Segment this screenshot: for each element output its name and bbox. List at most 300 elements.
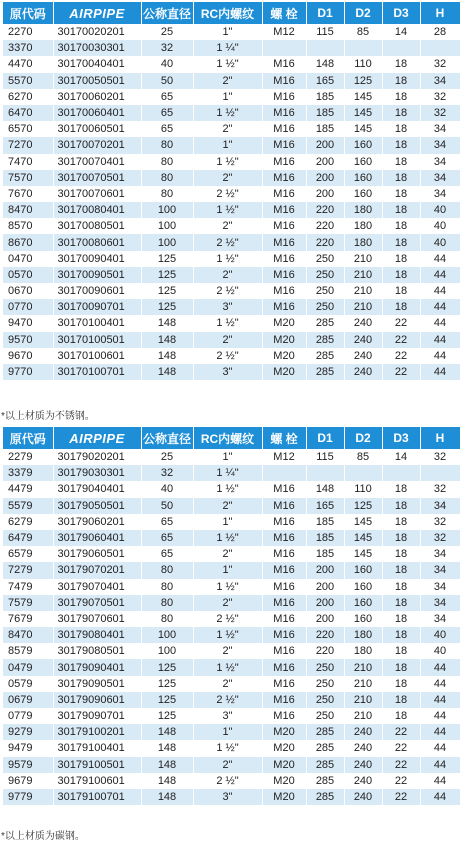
cell-airpipe-code: 30179100601	[53, 773, 141, 789]
cell-d3: 22	[382, 757, 420, 773]
spec-table-carbon-steel	[3, 427, 461, 805]
cell-airpipe-code: 30179020201	[53, 449, 141, 465]
cell-original-code: 8470	[3, 627, 53, 643]
table-row	[3, 546, 460, 562]
cell-airpipe-code: 30170100401	[53, 315, 141, 331]
cell-h: 40	[420, 627, 460, 643]
cell-d2: 145	[344, 105, 382, 121]
cell-d2: 210	[344, 659, 382, 675]
header-rc-thread: RC内螺纹	[193, 427, 262, 449]
cell-d3: 18	[382, 627, 420, 643]
cell-airpipe-code: 30170070201	[53, 137, 141, 153]
cell-airpipe-code: 30170070401	[53, 154, 141, 170]
cell-nominal-diameter: 125	[141, 283, 193, 299]
cell-d1: 250	[306, 676, 344, 692]
cell-nominal-diameter: 80	[141, 579, 193, 595]
table-header-row	[3, 2, 460, 24]
cell-d3: 22	[382, 724, 420, 740]
cell-rc-thread: 1 ½"	[193, 740, 262, 756]
cell-bolt: M16	[262, 56, 306, 72]
cell-original-code: 8579	[3, 643, 53, 659]
cell-original-code: 0670	[3, 283, 53, 299]
table-row	[3, 514, 460, 530]
cell-airpipe-code: 30179070201	[53, 562, 141, 578]
cell-original-code: 9479	[3, 740, 53, 756]
cell-original-code: 9670	[3, 348, 53, 364]
cell-d2: 125	[344, 73, 382, 89]
cell-bolt: M12	[262, 24, 306, 40]
cell-nominal-diameter: 32	[141, 40, 193, 56]
cell-rc-thread: 1"	[193, 449, 262, 465]
cell-airpipe-code: 30179090501	[53, 676, 141, 692]
cell-rc-thread: 3"	[193, 789, 262, 805]
cell-rc-thread: 2 ½"	[193, 283, 262, 299]
cell-bolt: M16	[262, 89, 306, 105]
cell-bolt: M16	[262, 218, 306, 234]
cell-nominal-diameter: 25	[141, 24, 193, 40]
cell-original-code: 6479	[3, 530, 53, 546]
cell-original-code: 0579	[3, 676, 53, 692]
cell-bolt: M16	[262, 562, 306, 578]
material-note-carbon-steel: *以上材质为碳钢。	[1, 831, 85, 842]
cell-original-code: 0470	[3, 251, 53, 267]
cell-bolt: M20	[262, 332, 306, 348]
cell-h: 44	[420, 708, 460, 724]
table-row	[3, 364, 460, 380]
cell-airpipe-code: 30179050501	[53, 498, 141, 514]
cell-d2: 210	[344, 283, 382, 299]
header-bolt: 螺 栓	[262, 2, 306, 24]
cell-bolt: M20	[262, 315, 306, 331]
cell-h: 44	[420, 676, 460, 692]
cell-d3: 22	[382, 315, 420, 331]
cell-d1: 220	[306, 627, 344, 643]
cell-d3: 18	[382, 595, 420, 611]
cell-bolt: M16	[262, 170, 306, 186]
cell-d1: 250	[306, 708, 344, 724]
cell-rc-thread: 1 ½"	[193, 659, 262, 675]
table-row	[3, 202, 460, 218]
cell-nominal-diameter: 125	[141, 251, 193, 267]
cell-d2: 240	[344, 773, 382, 789]
cell-d2: 240	[344, 348, 382, 364]
table-body	[3, 24, 460, 380]
cell-nominal-diameter: 148	[141, 724, 193, 740]
cell-d1: 285	[306, 773, 344, 789]
cell-d1: 115	[306, 24, 344, 40]
table-row	[3, 218, 460, 234]
cell-d3: 18	[382, 692, 420, 708]
table-row	[3, 105, 460, 121]
cell-d3	[382, 465, 420, 481]
cell-d3: 18	[382, 137, 420, 153]
cell-nominal-diameter: 100	[141, 218, 193, 234]
table-row	[3, 757, 460, 773]
cell-d3: 22	[382, 740, 420, 756]
cell-d3: 18	[382, 154, 420, 170]
cell-d1: 185	[306, 530, 344, 546]
cell-d2: 180	[344, 643, 382, 659]
cell-bolt: M20	[262, 724, 306, 740]
cell-airpipe-code: 30179080501	[53, 643, 141, 659]
table-row	[3, 234, 460, 250]
cell-nominal-diameter: 80	[141, 154, 193, 170]
cell-d2: 210	[344, 251, 382, 267]
table-row	[3, 251, 460, 267]
cell-d2: 180	[344, 234, 382, 250]
table-row	[3, 708, 460, 724]
cell-d2: 160	[344, 186, 382, 202]
cell-rc-thread: 1"	[193, 562, 262, 578]
cell-nominal-diameter: 148	[141, 315, 193, 331]
cell-bolt: M16	[262, 186, 306, 202]
cell-bolt: M16	[262, 154, 306, 170]
header-nominal-diameter: 公称直径	[141, 2, 193, 24]
cell-rc-thread: 2"	[193, 676, 262, 692]
cell-bolt: M20	[262, 348, 306, 364]
cell-airpipe-code: 30179080401	[53, 627, 141, 643]
table-row	[3, 40, 460, 56]
cell-d2	[344, 40, 382, 56]
cell-h: 44	[420, 348, 460, 364]
cell-nominal-diameter: 100	[141, 627, 193, 643]
header-h: H	[420, 427, 460, 449]
cell-rc-thread: 1"	[193, 89, 262, 105]
cell-h: 34	[420, 579, 460, 595]
cell-d2: 145	[344, 530, 382, 546]
cell-rc-thread: 2"	[193, 121, 262, 137]
cell-airpipe-code: 30170090401	[53, 251, 141, 267]
cell-nominal-diameter: 65	[141, 514, 193, 530]
cell-original-code: 5579	[3, 498, 53, 514]
cell-d1: 165	[306, 498, 344, 514]
cell-bolt: M16	[262, 530, 306, 546]
cell-bolt: M16	[262, 137, 306, 153]
cell-nominal-diameter: 100	[141, 202, 193, 218]
cell-original-code: 9679	[3, 773, 53, 789]
cell-h	[420, 40, 460, 56]
cell-h: 32	[420, 105, 460, 121]
cell-airpipe-code: 30170060401	[53, 105, 141, 121]
cell-original-code: 0679	[3, 692, 53, 708]
header-nominal-diameter: 公称直径	[141, 427, 193, 449]
cell-airpipe-code: 30179060401	[53, 530, 141, 546]
cell-d3: 18	[382, 530, 420, 546]
cell-airpipe-code: 30170080601	[53, 234, 141, 250]
cell-d1: 200	[306, 137, 344, 153]
cell-d1	[306, 40, 344, 56]
cell-nominal-diameter: 125	[141, 676, 193, 692]
cell-h: 44	[420, 251, 460, 267]
cell-original-code: 3379	[3, 465, 53, 481]
cell-original-code: 7670	[3, 186, 53, 202]
cell-bolt: M16	[262, 73, 306, 89]
table-row	[3, 498, 460, 514]
cell-original-code: 7679	[3, 611, 53, 627]
header-d2: D2	[344, 427, 382, 449]
cell-nominal-diameter: 50	[141, 73, 193, 89]
cell-d1: 250	[306, 251, 344, 267]
cell-nominal-diameter: 125	[141, 299, 193, 315]
cell-d2: 145	[344, 514, 382, 530]
cell-nominal-diameter: 65	[141, 530, 193, 546]
cell-d3: 18	[382, 299, 420, 315]
cell-d1: 220	[306, 218, 344, 234]
cell-bolt: M16	[262, 595, 306, 611]
cell-d2: 85	[344, 24, 382, 40]
cell-airpipe-code: 30170080501	[53, 218, 141, 234]
cell-d2: 160	[344, 137, 382, 153]
cell-airpipe-code: 30170070501	[53, 170, 141, 186]
cell-d1: 220	[306, 234, 344, 250]
cell-nominal-diameter: 125	[141, 267, 193, 283]
cell-nominal-diameter: 65	[141, 105, 193, 121]
cell-rc-thread: 2 ½"	[193, 186, 262, 202]
cell-d2	[344, 465, 382, 481]
cell-d2: 145	[344, 546, 382, 562]
cell-h: 34	[420, 73, 460, 89]
cell-bolt: M16	[262, 627, 306, 643]
cell-nominal-diameter: 148	[141, 332, 193, 348]
cell-h: 40	[420, 643, 460, 659]
cell-rc-thread: 1 ½"	[193, 56, 262, 72]
cell-d1: 185	[306, 514, 344, 530]
cell-h: 34	[420, 154, 460, 170]
cell-h: 44	[420, 315, 460, 331]
cell-d2: 210	[344, 708, 382, 724]
cell-h: 32	[420, 530, 460, 546]
cell-rc-thread: 2"	[193, 332, 262, 348]
spec-table-stainless	[3, 2, 461, 380]
table-row	[3, 562, 460, 578]
cell-nominal-diameter: 148	[141, 740, 193, 756]
cell-bolt: M20	[262, 740, 306, 756]
cell-h: 44	[420, 659, 460, 675]
cell-d1: 285	[306, 315, 344, 331]
cell-d1: 285	[306, 724, 344, 740]
cell-bolt: M20	[262, 789, 306, 805]
table-row	[3, 740, 460, 756]
cell-nominal-diameter: 32	[141, 465, 193, 481]
cell-d1: 185	[306, 546, 344, 562]
cell-d3: 18	[382, 218, 420, 234]
table-row	[3, 89, 460, 105]
table-row	[3, 481, 460, 497]
cell-bolt: M16	[262, 251, 306, 267]
cell-rc-thread: 1 ½"	[193, 579, 262, 595]
cell-h: 34	[420, 186, 460, 202]
cell-original-code: 8570	[3, 218, 53, 234]
cell-d3: 18	[382, 121, 420, 137]
cell-original-code: 9279	[3, 724, 53, 740]
cell-rc-thread: 1"	[193, 514, 262, 530]
cell-bolt: M16	[262, 234, 306, 250]
cell-bolt: M16	[262, 708, 306, 724]
header-original-code: 原代码	[3, 2, 53, 24]
cell-h: 32	[420, 56, 460, 72]
cell-d1: 285	[306, 332, 344, 348]
cell-original-code: 0779	[3, 708, 53, 724]
header-original-code: 原代码	[3, 427, 53, 449]
cell-airpipe-code: 30179100401	[53, 740, 141, 756]
cell-airpipe-code: 30170070601	[53, 186, 141, 202]
cell-airpipe-code: 30170100601	[53, 348, 141, 364]
cell-airpipe-code: 30170050501	[53, 73, 141, 89]
cell-rc-thread: 1 ½"	[193, 627, 262, 643]
cell-nominal-diameter: 80	[141, 137, 193, 153]
cell-d1: 285	[306, 757, 344, 773]
cell-d3: 18	[382, 186, 420, 202]
cell-rc-thread: 1 ½"	[193, 202, 262, 218]
cell-nominal-diameter: 80	[141, 170, 193, 186]
cell-d1: 185	[306, 105, 344, 121]
cell-h: 34	[420, 170, 460, 186]
cell-original-code: 3370	[3, 40, 53, 56]
table-row	[3, 659, 460, 675]
cell-d2: 240	[344, 740, 382, 756]
cell-d3: 18	[382, 514, 420, 530]
cell-d3: 18	[382, 105, 420, 121]
cell-d3: 22	[382, 773, 420, 789]
cell-rc-thread: 1 ½"	[193, 530, 262, 546]
cell-airpipe-code: 30170040401	[53, 56, 141, 72]
cell-rc-thread: 2"	[193, 757, 262, 773]
cell-d1: 200	[306, 154, 344, 170]
cell-nominal-diameter: 148	[141, 757, 193, 773]
cell-h: 32	[420, 89, 460, 105]
material-note-stainless: *以上材质为不锈钢。	[1, 411, 95, 422]
table-row	[3, 24, 460, 40]
cell-airpipe-code: 30179100501	[53, 757, 141, 773]
cell-rc-thread: 2 ½"	[193, 348, 262, 364]
cell-original-code: 8470	[3, 202, 53, 218]
cell-bolt: M16	[262, 121, 306, 137]
cell-nominal-diameter: 80	[141, 186, 193, 202]
cell-airpipe-code: 30179090601	[53, 692, 141, 708]
cell-nominal-diameter: 40	[141, 56, 193, 72]
cell-airpipe-code: 30170100501	[53, 332, 141, 348]
cell-rc-thread: 1"	[193, 24, 262, 40]
cell-d1: 285	[306, 348, 344, 364]
cell-original-code: 8670	[3, 234, 53, 250]
cell-bolt: M12	[262, 449, 306, 465]
cell-d1: 185	[306, 89, 344, 105]
table-row	[3, 283, 460, 299]
cell-rc-thread: 3"	[193, 299, 262, 315]
cell-bolt: M16	[262, 267, 306, 283]
cell-h: 28	[420, 24, 460, 40]
cell-h: 34	[420, 595, 460, 611]
table-header-row	[3, 427, 460, 449]
cell-bolt: M16	[262, 299, 306, 315]
cell-d2: 160	[344, 579, 382, 595]
cell-d2: 240	[344, 332, 382, 348]
cell-h: 32	[420, 481, 460, 497]
table-row	[3, 170, 460, 186]
cell-bolt: M16	[262, 643, 306, 659]
cell-airpipe-code: 30179070601	[53, 611, 141, 627]
cell-d2: 110	[344, 481, 382, 497]
cell-d2: 240	[344, 789, 382, 805]
cell-airpipe-code: 30170090701	[53, 299, 141, 315]
cell-original-code: 7579	[3, 595, 53, 611]
cell-rc-thread: 1 ½"	[193, 251, 262, 267]
cell-nominal-diameter: 40	[141, 481, 193, 497]
cell-d1: 285	[306, 364, 344, 380]
cell-airpipe-code: 30179090401	[53, 659, 141, 675]
cell-bolt: M20	[262, 364, 306, 380]
cell-rc-thread: 2"	[193, 218, 262, 234]
table-row	[3, 611, 460, 627]
cell-original-code: 0570	[3, 267, 53, 283]
cell-d1: 250	[306, 267, 344, 283]
cell-h: 32	[420, 514, 460, 530]
table-row	[3, 332, 460, 348]
table-row	[3, 315, 460, 331]
table-row	[3, 348, 460, 364]
cell-rc-thread: 1 ¼"	[193, 465, 262, 481]
cell-airpipe-code: 30179030301	[53, 465, 141, 481]
cell-d2: 160	[344, 595, 382, 611]
cell-d3: 18	[382, 562, 420, 578]
cell-original-code: 7479	[3, 579, 53, 595]
cell-rc-thread: 2"	[193, 595, 262, 611]
cell-d3: 22	[382, 332, 420, 348]
cell-nominal-diameter: 125	[141, 692, 193, 708]
cell-rc-thread: 2 ½"	[193, 773, 262, 789]
cell-original-code: 4470	[3, 56, 53, 72]
table-row	[3, 137, 460, 153]
cell-h: 40	[420, 218, 460, 234]
cell-nominal-diameter: 125	[141, 708, 193, 724]
cell-airpipe-code: 30170060201	[53, 89, 141, 105]
cell-rc-thread: 1 ½"	[193, 105, 262, 121]
cell-d1: 115	[306, 449, 344, 465]
cell-d2: 210	[344, 692, 382, 708]
cell-d1: 220	[306, 202, 344, 218]
cell-d2: 210	[344, 299, 382, 315]
header-airpipe-code: AIRPIPE	[53, 427, 141, 449]
table-row	[3, 724, 460, 740]
cell-d2: 85	[344, 449, 382, 465]
cell-rc-thread: 2 ½"	[193, 692, 262, 708]
cell-bolt: M16	[262, 579, 306, 595]
cell-original-code: 0770	[3, 299, 53, 315]
cell-bolt	[262, 465, 306, 481]
cell-d2: 240	[344, 315, 382, 331]
cell-d2: 180	[344, 202, 382, 218]
cell-bolt: M16	[262, 676, 306, 692]
cell-nominal-diameter: 125	[141, 659, 193, 675]
cell-d2: 125	[344, 498, 382, 514]
cell-nominal-diameter: 100	[141, 643, 193, 659]
cell-bolt	[262, 40, 306, 56]
cell-nominal-diameter: 148	[141, 364, 193, 380]
cell-d3: 22	[382, 364, 420, 380]
header-d3: D3	[382, 427, 420, 449]
cell-rc-thread: 2"	[193, 73, 262, 89]
cell-airpipe-code: 30170030301	[53, 40, 141, 56]
cell-d2: 160	[344, 154, 382, 170]
cell-original-code: 9579	[3, 757, 53, 773]
cell-h: 44	[420, 332, 460, 348]
cell-rc-thread: 2"	[193, 170, 262, 186]
cell-d1: 285	[306, 740, 344, 756]
header-d2: D2	[344, 2, 382, 24]
header-d3: D3	[382, 2, 420, 24]
cell-nominal-diameter: 80	[141, 595, 193, 611]
cell-d2: 180	[344, 627, 382, 643]
